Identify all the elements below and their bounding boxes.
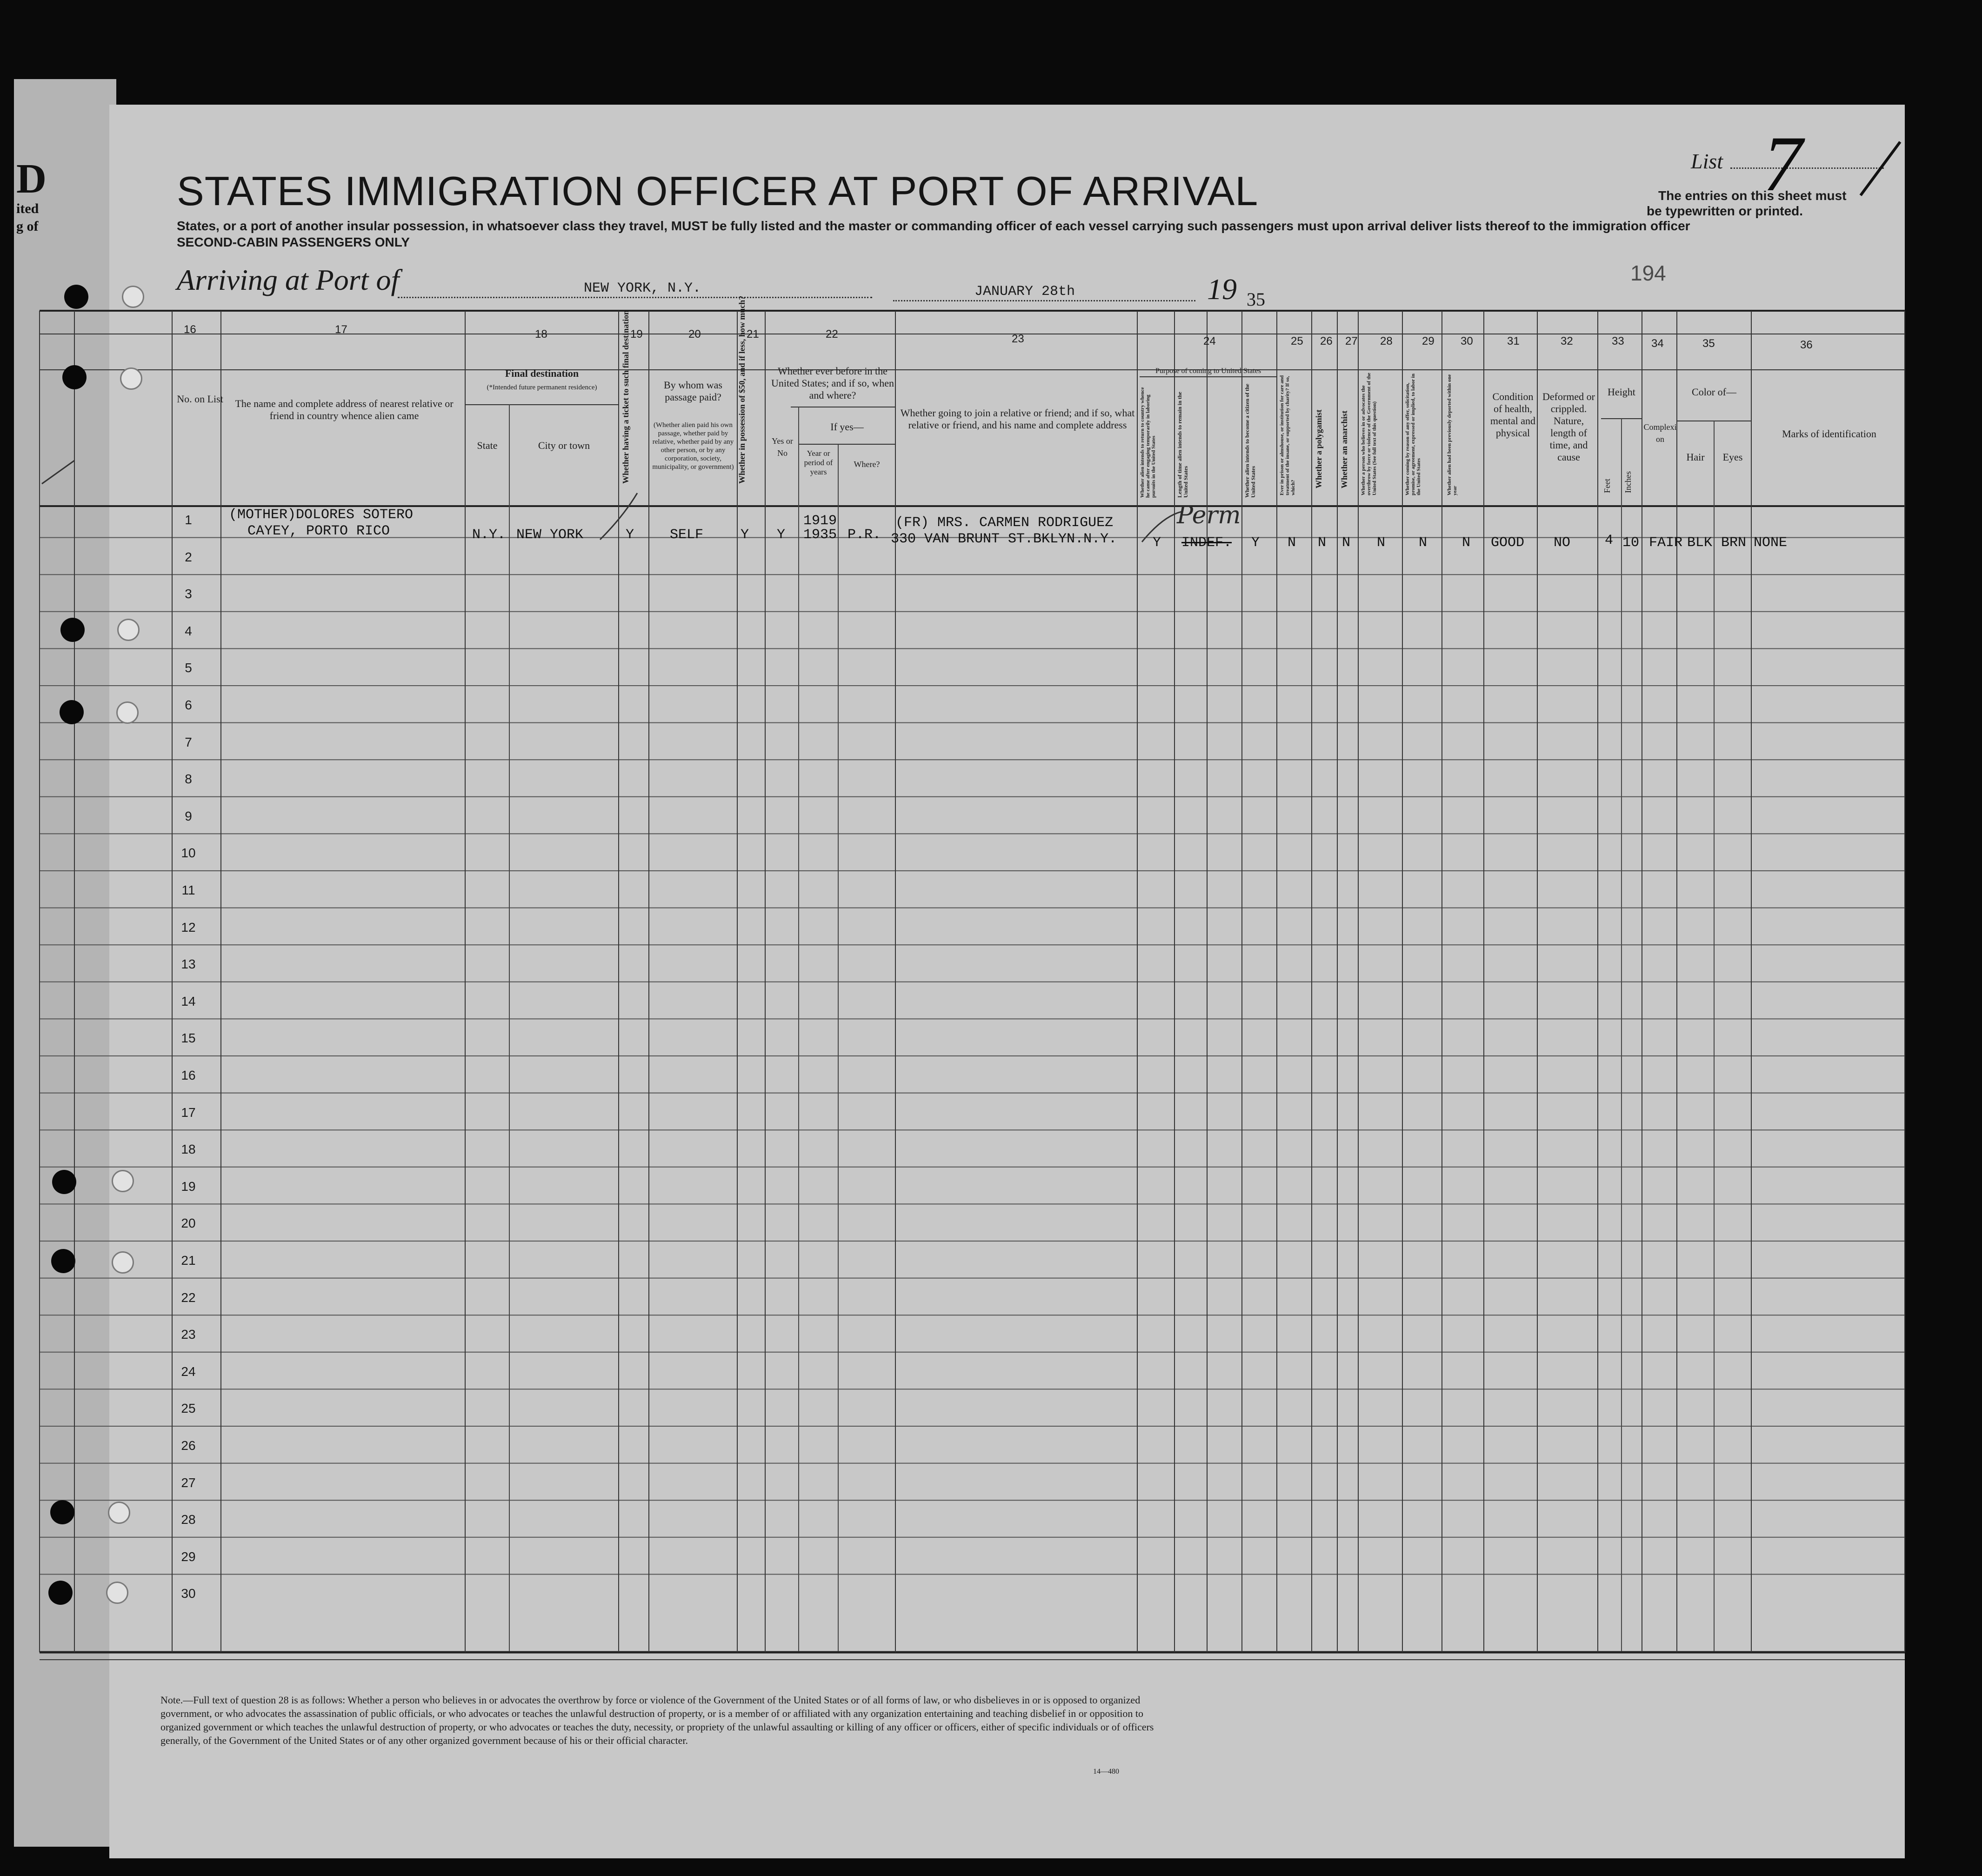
column-number-26: 26	[1320, 335, 1333, 347]
column-number-22: 22	[826, 328, 838, 340]
header-hair: Hair	[1686, 451, 1705, 463]
prison-value: N	[1288, 535, 1296, 551]
arriving-port-value: NEW YORK, N.Y.	[584, 280, 701, 296]
row-number: 30	[181, 1586, 196, 1601]
ticket-value: Y	[626, 527, 634, 543]
header-city: City or town	[538, 440, 590, 451]
punch-hole	[51, 1249, 75, 1273]
punch-hole-reinforcement	[122, 286, 144, 308]
row-number: 4	[185, 623, 192, 638]
column-number-18: 18	[535, 328, 547, 340]
years-visited-1: 1919	[803, 513, 837, 529]
header-anarchist: Whether an anarchist	[1340, 410, 1349, 488]
header-where: Where?	[854, 460, 880, 469]
column-number-34: 34	[1651, 337, 1664, 350]
arrival-date: JANUARY 28th	[974, 284, 1075, 300]
row-number: 27	[181, 1475, 196, 1490]
column-number-19: 19	[630, 328, 643, 340]
header-complexion: Complexion	[1643, 422, 1677, 444]
list-note-line-1: The entries on this sheet must	[1658, 188, 1847, 203]
header-been-before: Whether ever before in the United States; and if so, when and where?	[771, 365, 894, 401]
column-number-36: 36	[1800, 339, 1813, 351]
column-number-23: 23	[1012, 333, 1024, 345]
row-number: 21	[181, 1253, 196, 1268]
complexion-value: FAIR	[1649, 535, 1683, 551]
question-28-note: Note.—Full text of question 28 is as follows: Whether a person who believes in or advocates the overthrow by force or violence of the Government of the United States or of all forms of law, or who disbelieves in or is opposed to organized government, or who advocates the assassination of public officials, or who advocates or teaches the unlawful destruction of property, or is a member of or affiliated with any organization entertaining and teaching disbelief in or opposition to organized government or which teaches the unlawful destruction of property, or who advocates or teaches the duty, necessity, or propriety of the unlawful assaulting or killing of any officer or officers, either of specific individuals or of officers generally, of the Government of the United States or of any other organized government because of his or their official character.	[160, 1694, 1154, 1746]
header-passage-paid-note: (Whether alien paid his own passage, whether paid by relative, whether paid by any other person, or by any corporation, society, municipality, or government)	[652, 421, 734, 471]
row-number: 8	[185, 772, 192, 787]
hair-value: BLK	[1687, 535, 1713, 551]
punch-hole-reinforcement	[117, 619, 140, 641]
row-number: 2	[185, 549, 192, 564]
row-number: 20	[181, 1216, 196, 1231]
list-note-line-2: be typewritten or printed.	[1647, 204, 1803, 218]
punch-hole-reinforcement	[116, 701, 139, 724]
punch-hole	[52, 1170, 76, 1194]
row-number: 28	[181, 1512, 196, 1527]
row-number: 12	[181, 920, 196, 935]
become-citizen-value: Y	[1251, 535, 1260, 551]
column-number-21: 21	[747, 328, 759, 340]
form-code: 14—480	[1093, 1768, 1119, 1776]
header-year-or-period: Year or period of years	[804, 449, 833, 476]
offer-labor-value: N	[1419, 535, 1428, 551]
deported-value: N	[1462, 535, 1471, 551]
header-has-fifty-dollars: Whether in possession of $50, and if less, how much?	[737, 295, 747, 484]
header-purpose: Purpose of coming to United States	[1155, 367, 1261, 375]
row-number: 7	[185, 734, 192, 749]
overthrow-value: N	[1377, 535, 1386, 551]
length-of-stay-handwritten: Perm	[1177, 501, 1241, 529]
destination-city: NEW YORK	[516, 527, 584, 543]
height-feet-value: 4	[1605, 533, 1614, 548]
punch-hole-reinforcement	[106, 1582, 128, 1604]
punch-hole	[60, 700, 84, 724]
marks-value: NONE	[1754, 535, 1788, 551]
row-number: 13	[181, 957, 196, 972]
health-value: GOOD	[1491, 535, 1525, 551]
column-number-33: 33	[1612, 335, 1624, 347]
passage-paid-value: SELF	[670, 527, 704, 543]
header-height: Height	[1608, 386, 1635, 398]
polygamist-value: N	[1318, 535, 1327, 551]
row-number: 11	[181, 883, 195, 897]
header-final-destination-note: (*Intended future permanent residence)	[487, 384, 597, 391]
header-nearest-relative: The name and complete address of nearest relative or friend in country whence alien came	[235, 398, 454, 421]
row-number: 6	[185, 698, 192, 712]
list-number: 7	[1763, 120, 1802, 207]
row-number: 25	[181, 1401, 196, 1416]
header-return-after-labor: Whether alien intends to return to country whence he came after engaging temporarily in laboring pursuits in the United States	[1140, 387, 1156, 498]
header-become-citizen: Whether alien intends to become a citizen of the United States	[1244, 383, 1256, 498]
header-final-destination: Final destination	[505, 367, 579, 379]
row-number: 24	[181, 1364, 196, 1379]
where-visited: P.R.	[848, 527, 881, 543]
row-number: 18	[181, 1142, 196, 1157]
row-number: 10	[181, 846, 196, 861]
punch-hole-reinforcement	[112, 1251, 134, 1274]
row-number: 26	[181, 1438, 196, 1453]
column-number-35: 35	[1702, 337, 1715, 350]
punch-hole-reinforcement	[112, 1170, 134, 1192]
relative-address: CAYEY, PORTO RICO	[247, 523, 390, 539]
header-state: State	[477, 440, 498, 451]
left-margin-letter: D	[16, 156, 47, 202]
anarchist-value: N	[1342, 535, 1351, 551]
punch-hole	[48, 1581, 73, 1605]
has-fifty-value: Y	[741, 527, 749, 543]
row-number: 19	[181, 1179, 196, 1194]
column-number-16: 16	[184, 323, 196, 336]
row-number: 5	[185, 661, 192, 675]
row-number: 22	[181, 1290, 196, 1305]
row-number: 3	[185, 587, 192, 601]
punch-hole	[62, 365, 87, 389]
column-number-20: 20	[688, 328, 701, 340]
left-margin-fragment-2: g of	[16, 219, 39, 234]
column-number-30: 30	[1461, 335, 1473, 347]
header-polygamist: Whether a polygamist	[1314, 409, 1323, 488]
row-number: 14	[181, 994, 196, 1008]
header-eyes: Eyes	[1722, 451, 1743, 463]
punch-hole	[64, 285, 88, 309]
year-prefix: 19	[1207, 273, 1237, 306]
row-number: 1	[185, 513, 192, 527]
header-passage-paid: By whom was passage paid?	[664, 379, 722, 403]
page-stamp: 194	[1630, 261, 1666, 285]
relative-name: (MOTHER)DOLORES SOTERO	[229, 507, 414, 523]
year-suffix: 35	[1247, 289, 1265, 310]
header-ticket: Whether having a ticket to such final destination	[621, 310, 630, 484]
destination-state: N.Y.	[472, 527, 506, 543]
years-visited-2: 1935	[803, 527, 837, 543]
punch-hole-reinforcement	[108, 1502, 130, 1524]
punch-hole	[60, 618, 85, 642]
join-relative-address: 330 VAN BRUNT ST.BKLYN.N.Y.	[891, 531, 1117, 547]
deformed-value: NO	[1554, 535, 1571, 551]
header-prison-almshouse: Ever in prison or almshouse, or institution for care and treatment of the insane, or supported by charity? If so, which?	[1279, 375, 1296, 495]
length-of-stay-value: INDEF.	[1181, 535, 1232, 551]
been-before-value: Y	[777, 527, 786, 543]
row-number: 15	[181, 1031, 196, 1046]
row-number: 29	[181, 1549, 196, 1564]
passenger-class-label: SECOND-CABIN PASSENGERS ONLY	[177, 235, 410, 249]
column-number-25: 25	[1291, 335, 1303, 347]
header-offer-to-labor: Whether coming by reason of any offer, solicitation, promise, or agreement, expressed or implied, to labor in the United States	[1405, 374, 1421, 495]
punch-hole-reinforcement	[120, 367, 142, 390]
left-margin-fragment-1: ited	[16, 201, 39, 216]
header-if-yes: If yes—	[830, 421, 864, 433]
column-number-17: 17	[335, 323, 347, 336]
row-number: 17	[181, 1105, 196, 1120]
header-yes-or-no: Yes or No	[772, 436, 793, 458]
header-feet: Feet	[1602, 479, 1612, 493]
row-number: 16	[181, 1068, 196, 1082]
header-deported: Whether alien had been previously deported within one year	[1447, 374, 1458, 495]
header-deformed: Deformed or crippled. Nature, length of time, and cause	[1542, 391, 1595, 463]
header-overthrow: Whether a person who believes in or advocates the overthrow by force or violence of the Government of the United States (See full text of this question)	[1361, 373, 1377, 495]
header-health: Condition of health, mental and physical	[1490, 391, 1536, 439]
column-number-29: 29	[1422, 335, 1435, 347]
form-instructions: States, or a port of another insular possession, in whatsoever class they travel, MUST be fully listed and the master or commanding officer of each vessel carrying such passengers must upon arrival deliver lists thereof to the immigration officer	[177, 219, 1690, 233]
list-label: List	[1691, 149, 1723, 173]
header-marks-of-identification: Marks of identification	[1782, 428, 1876, 440]
header-going-to-join: Whether going to join a relative or friend; and if so, what relative or friend, and his name and complete address	[900, 407, 1135, 431]
header-color-of: Color of—	[1692, 386, 1736, 398]
row-number: 9	[185, 808, 192, 823]
eyes-value: BRN	[1721, 535, 1747, 551]
join-relative-name: (FR) MRS. CARMEN RODRIGUEZ	[895, 515, 1114, 531]
header-no-on-list: No. on List	[177, 393, 223, 405]
column-number-32: 32	[1561, 335, 1573, 347]
column-number-31: 31	[1507, 335, 1520, 347]
column-number-28: 28	[1380, 335, 1393, 347]
height-inches-value: 10	[1622, 535, 1640, 551]
header-length-of-stay: Length of time alien intends to remain in the United States	[1176, 392, 1189, 498]
return-after-labor-value: Y	[1153, 535, 1161, 551]
column-number-24: 24	[1203, 335, 1216, 347]
column-number-27: 27	[1345, 335, 1358, 347]
punch-hole	[50, 1500, 74, 1524]
row-number: 23	[181, 1327, 196, 1342]
arriving-port-label: Arriving at Port of	[177, 263, 400, 296]
form-title: STATES IMMIGRATION OFFICER AT PORT OF ARRIVAL	[177, 168, 1259, 214]
header-inches: Inches	[1623, 471, 1633, 493]
